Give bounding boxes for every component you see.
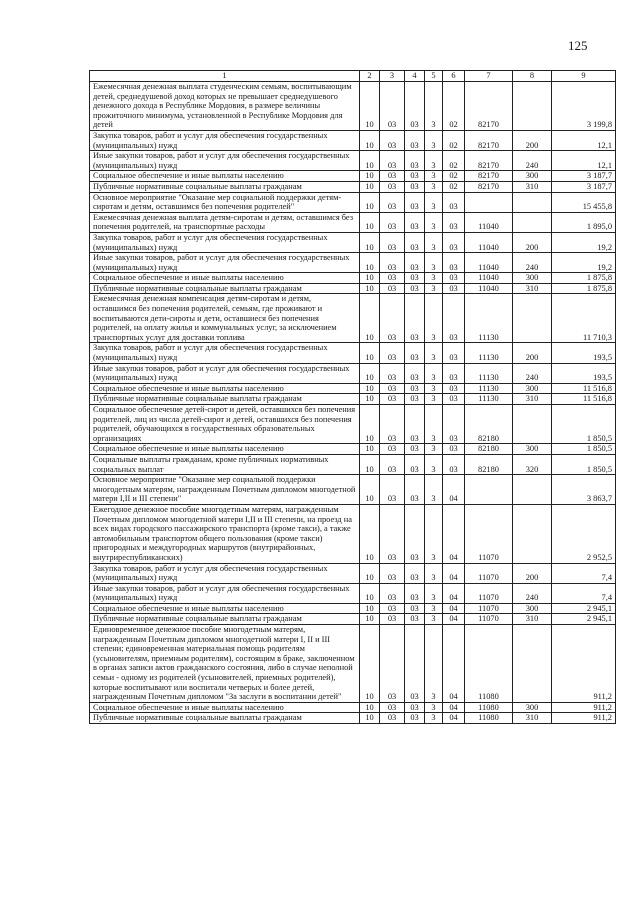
table-row — [90, 713, 616, 724]
column-header: 8 — [513, 71, 552, 82]
code-cell: 3 — [425, 713, 443, 724]
code-cell: 10 — [360, 713, 380, 724]
code-cell: 82170 — [465, 151, 513, 171]
expense-type-cell: 320 — [513, 454, 552, 474]
code-cell: 3 — [425, 394, 443, 405]
row-name-cell: Социальное обеспечение и иные выплаты населению — [90, 383, 360, 394]
row-name-cell: Ежемесячная денежная выплата студенческим семьям, воспитывающим детей, среднедушевой доход которых не превышает среднедушевого денежного дохода в Республике Мордовия, в размере величины прожиточного минимума, установленной в Республике Мордовия для детей — [90, 82, 360, 131]
code-cell: 03 — [380, 82, 405, 131]
table-row — [90, 383, 616, 394]
code-cell: 03 — [380, 614, 405, 625]
code-cell: 10 — [360, 475, 380, 505]
code-cell: 03 — [443, 343, 465, 363]
code-cell: 11080 — [465, 713, 513, 724]
code-cell: 10 — [360, 273, 380, 284]
code-cell: 03 — [405, 283, 425, 294]
expense-type-cell: 300 — [513, 702, 552, 713]
code-cell: 03 — [405, 504, 425, 563]
table-row — [90, 171, 616, 182]
code-cell: 3 — [425, 383, 443, 394]
row-name-cell: Публичные нормативные социальные выплаты гражданам — [90, 614, 360, 625]
code-cell: 03 — [380, 363, 405, 383]
code-cell: 10 — [360, 394, 380, 405]
code-cell: 11130 — [465, 363, 513, 383]
code-cell: 03 — [443, 363, 465, 383]
code-cell: 03 — [405, 294, 425, 343]
code-cell: 03 — [405, 383, 425, 394]
expense-type-cell — [513, 504, 552, 563]
table-row — [90, 253, 616, 273]
row-name-cell: Закупка товаров, работ и услуг для обеспечения государственных (муниципальных) нужд — [90, 343, 360, 363]
code-cell: 10 — [360, 504, 380, 563]
code-cell: 10 — [360, 151, 380, 171]
code-cell: 03 — [405, 343, 425, 363]
table-row — [90, 614, 616, 625]
code-cell: 02 — [443, 82, 465, 131]
amount-cell: 1 850,5 — [552, 405, 616, 444]
code-cell: 03 — [405, 130, 425, 150]
row-name-cell: Ежемесячная денежная компенсация детям-сиротам и детям, оставшимся без попечения родителей, семьям, где проживают и воспитываются дети-сироты и дети, оставшиеся без попечения родителей, на оплату жилья и коммунальных услуг, за исключением транспортных услуг для доставки топлива — [90, 294, 360, 343]
expense-type-cell: 310 — [513, 713, 552, 724]
expense-type-cell: 240 — [513, 363, 552, 383]
code-cell: 3 — [425, 363, 443, 383]
row-name-cell: Социальное обеспечение и иные выплаты населению — [90, 444, 360, 455]
column-header: 5 — [425, 71, 443, 82]
code-cell: 03 — [380, 603, 405, 614]
row-name-cell: Социальные выплаты гражданам, кроме публичных нормативных социальных выплат — [90, 454, 360, 474]
amount-cell: 1 875,8 — [552, 283, 616, 294]
code-cell: 03 — [380, 151, 405, 171]
expense-type-cell — [513, 405, 552, 444]
code-cell: 3 — [425, 294, 443, 343]
code-cell: 03 — [380, 504, 405, 563]
code-cell: 03 — [405, 394, 425, 405]
expense-type-cell — [513, 82, 552, 131]
amount-cell: 193,5 — [552, 363, 616, 383]
code-cell: 03 — [380, 475, 405, 505]
code-cell: 03 — [405, 253, 425, 273]
row-name-cell: Основное мероприятие "Оказание мер социальной поддержки многодетным матерям, награжденным Почетным дипломом многодетной матери I,II и III степени" — [90, 475, 360, 505]
code-cell: 03 — [443, 273, 465, 284]
code-cell: 10 — [360, 181, 380, 192]
code-cell: 02 — [443, 181, 465, 192]
code-cell: 03 — [405, 151, 425, 171]
code-cell: 03 — [380, 212, 405, 232]
code-cell: 03 — [443, 212, 465, 232]
code-cell: 03 — [443, 283, 465, 294]
code-cell: 3 — [425, 614, 443, 625]
table-row — [90, 151, 616, 171]
code-cell: 03 — [443, 394, 465, 405]
expense-type-cell: 310 — [513, 283, 552, 294]
code-cell: 3 — [425, 625, 443, 703]
amount-cell: 3 199,8 — [552, 82, 616, 131]
code-cell: 10 — [360, 283, 380, 294]
code-cell: 11080 — [465, 625, 513, 703]
code-cell: 3 — [425, 181, 443, 192]
code-cell: 82180 — [465, 405, 513, 444]
row-name-cell: Публичные нормативные социальные выплаты гражданам — [90, 283, 360, 294]
code-cell: 03 — [443, 192, 465, 212]
code-cell: 04 — [443, 713, 465, 724]
amount-cell: 12,1 — [552, 130, 616, 150]
code-cell: 03 — [405, 192, 425, 212]
code-cell: 03 — [380, 171, 405, 182]
table-row — [90, 444, 616, 455]
code-cell — [465, 475, 513, 505]
table-row — [90, 583, 616, 603]
code-cell: 02 — [443, 130, 465, 150]
row-name-cell: Иные закупки товаров, работ и услуг для обеспечения государственных (муниципальных) нужд — [90, 583, 360, 603]
expense-type-cell: 310 — [513, 181, 552, 192]
column-header: 2 — [360, 71, 380, 82]
code-cell: 03 — [380, 192, 405, 212]
code-cell: 03 — [380, 454, 405, 474]
table-header-row — [90, 71, 616, 82]
code-cell: 03 — [380, 563, 405, 583]
code-cell: 03 — [380, 583, 405, 603]
code-cell: 03 — [380, 283, 405, 294]
code-cell: 04 — [443, 563, 465, 583]
amount-cell: 911,2 — [552, 702, 616, 713]
code-cell: 03 — [380, 394, 405, 405]
page-number: 125 — [568, 38, 588, 53]
table-row — [90, 504, 616, 563]
row-name-cell: Социальное обеспечение и иные выплаты населению — [90, 603, 360, 614]
row-name-cell: Социальное обеспечение и иные выплаты населению — [90, 702, 360, 713]
code-cell: 03 — [380, 253, 405, 273]
row-name-cell: Закупка товаров, работ и услуг для обеспечения государственных (муниципальных) нужд — [90, 232, 360, 252]
table-row — [90, 232, 616, 252]
code-cell: 03 — [380, 383, 405, 394]
code-cell: 11130 — [465, 394, 513, 405]
code-cell: 04 — [443, 625, 465, 703]
expense-type-cell — [513, 294, 552, 343]
code-cell: 11070 — [465, 603, 513, 614]
amount-cell: 7,4 — [552, 583, 616, 603]
code-cell: 10 — [360, 130, 380, 150]
expense-type-cell: 300 — [513, 444, 552, 455]
code-cell: 03 — [380, 405, 405, 444]
column-header: 3 — [380, 71, 405, 82]
expense-type-cell — [513, 625, 552, 703]
budget-table — [89, 70, 616, 724]
code-cell: 82170 — [465, 181, 513, 192]
code-cell: 11040 — [465, 212, 513, 232]
code-cell: 3 — [425, 151, 443, 171]
row-name-cell: Публичные нормативные социальные выплаты гражданам — [90, 394, 360, 405]
code-cell: 03 — [443, 454, 465, 474]
code-cell: 03 — [380, 181, 405, 192]
code-cell: 11130 — [465, 383, 513, 394]
row-name-cell: Социальное обеспечение и иные выплаты населению — [90, 273, 360, 284]
code-cell: 3 — [425, 405, 443, 444]
code-cell: 03 — [405, 614, 425, 625]
table-row — [90, 130, 616, 150]
code-cell: 11070 — [465, 563, 513, 583]
code-cell: 03 — [380, 294, 405, 343]
code-cell: 11070 — [465, 583, 513, 603]
row-name-cell: Социальное обеспечение и иные выплаты населению — [90, 171, 360, 182]
amount-cell: 12,1 — [552, 151, 616, 171]
code-cell: 11080 — [465, 702, 513, 713]
code-cell: 10 — [360, 232, 380, 252]
table-row — [90, 603, 616, 614]
code-cell: 03 — [443, 232, 465, 252]
code-cell: 03 — [443, 405, 465, 444]
code-cell: 3 — [425, 454, 443, 474]
code-cell: 10 — [360, 212, 380, 232]
code-cell: 03 — [405, 273, 425, 284]
code-cell: 10 — [360, 625, 380, 703]
row-name-cell: Закупка товаров, работ и услуг для обеспечения государственных (муниципальных) нужд — [90, 130, 360, 150]
code-cell: 10 — [360, 583, 380, 603]
expense-type-cell: 310 — [513, 394, 552, 405]
code-cell: 02 — [443, 151, 465, 171]
amount-cell: 2 945,1 — [552, 614, 616, 625]
amount-cell: 19,2 — [552, 253, 616, 273]
row-name-cell: Иные закупки товаров, работ и услуг для обеспечения государственных (муниципальных) нужд — [90, 363, 360, 383]
amount-cell: 1 850,5 — [552, 444, 616, 455]
code-cell: 11070 — [465, 504, 513, 563]
code-cell: 11040 — [465, 232, 513, 252]
amount-cell: 11 710,3 — [552, 294, 616, 343]
code-cell: 10 — [360, 702, 380, 713]
code-cell: 3 — [425, 603, 443, 614]
code-cell: 3 — [425, 563, 443, 583]
amount-cell: 911,2 — [552, 713, 616, 724]
code-cell: 03 — [380, 702, 405, 713]
expense-type-cell: 240 — [513, 151, 552, 171]
code-cell: 3 — [425, 82, 443, 131]
code-cell: 04 — [443, 702, 465, 713]
code-cell — [465, 192, 513, 212]
expense-type-cell: 200 — [513, 130, 552, 150]
amount-cell: 3 187,7 — [552, 171, 616, 182]
expense-type-cell: 300 — [513, 171, 552, 182]
row-name-cell: Публичные нормативные социальные выплаты гражданам — [90, 713, 360, 724]
code-cell: 10 — [360, 192, 380, 212]
amount-cell: 15 455,8 — [552, 192, 616, 212]
amount-cell: 3 863,7 — [552, 475, 616, 505]
amount-cell: 1 895,0 — [552, 212, 616, 232]
expense-type-cell: 200 — [513, 343, 552, 363]
code-cell: 10 — [360, 614, 380, 625]
expense-type-cell — [513, 475, 552, 505]
code-cell: 03 — [443, 294, 465, 343]
expense-type-cell: 300 — [513, 603, 552, 614]
expense-type-cell: 310 — [513, 614, 552, 625]
table-row — [90, 82, 616, 131]
expense-type-cell: 300 — [513, 273, 552, 284]
code-cell: 10 — [360, 294, 380, 343]
code-cell: 03 — [405, 583, 425, 603]
code-cell: 03 — [380, 713, 405, 724]
table-row — [90, 563, 616, 583]
row-name-cell: Иные закупки товаров, работ и услуг для обеспечения государственных (муниципальных) нужд — [90, 253, 360, 273]
code-cell: 03 — [405, 363, 425, 383]
expense-type-cell — [513, 212, 552, 232]
table-row — [90, 454, 616, 474]
code-cell: 10 — [360, 383, 380, 394]
code-cell: 3 — [425, 583, 443, 603]
code-cell: 11070 — [465, 614, 513, 625]
expense-type-cell: 200 — [513, 232, 552, 252]
code-cell: 10 — [360, 454, 380, 474]
amount-cell: 2 945,1 — [552, 603, 616, 614]
code-cell: 10 — [360, 253, 380, 273]
code-cell: 10 — [360, 363, 380, 383]
code-cell: 03 — [405, 171, 425, 182]
code-cell: 03 — [380, 625, 405, 703]
code-cell: 03 — [405, 212, 425, 232]
column-header: 4 — [405, 71, 425, 82]
code-cell: 10 — [360, 444, 380, 455]
table-row — [90, 625, 616, 703]
code-cell: 3 — [425, 130, 443, 150]
code-cell: 10 — [360, 563, 380, 583]
code-cell: 03 — [443, 444, 465, 455]
code-cell: 03 — [405, 475, 425, 505]
code-cell: 03 — [380, 343, 405, 363]
code-cell: 11040 — [465, 283, 513, 294]
code-cell: 04 — [443, 583, 465, 603]
code-cell: 11040 — [465, 253, 513, 273]
code-cell: 04 — [443, 603, 465, 614]
amount-cell: 19,2 — [552, 232, 616, 252]
code-cell: 11040 — [465, 273, 513, 284]
code-cell: 03 — [380, 273, 405, 284]
code-cell: 3 — [425, 273, 443, 284]
table-row — [90, 343, 616, 363]
row-name-cell: Единовременное денежное пособие многодетным матерям, награжденным Почетным дипломом многодетной матери I, II и III степени; единовременная материальная помощь родителям (усыновителям, приемным родителям), состоящим в браке, заключенном в органах записи актов гражданского состояния, либо в случае неполной семьи - одному из родителей (усыновителей, приемных родителей), которые воспитывают или воспитали четверых и более детей, награжденным Почетным дипломом "За заслуги в воспитании детей" — [90, 625, 360, 703]
table-row — [90, 702, 616, 713]
code-cell: 82170 — [465, 130, 513, 150]
code-cell: 3 — [425, 283, 443, 294]
code-cell: 03 — [380, 130, 405, 150]
amount-cell: 1 875,8 — [552, 273, 616, 284]
row-name-cell: Публичные нормативные социальные выплаты гражданам — [90, 181, 360, 192]
code-cell: 11130 — [465, 294, 513, 343]
column-header: 1 — [90, 71, 360, 82]
table-row — [90, 475, 616, 505]
column-header: 7 — [465, 71, 513, 82]
table-row — [90, 363, 616, 383]
amount-cell: 1 850,5 — [552, 454, 616, 474]
amount-cell: 3 187,7 — [552, 181, 616, 192]
table-row — [90, 192, 616, 212]
code-cell: 03 — [443, 383, 465, 394]
code-cell: 10 — [360, 343, 380, 363]
code-cell: 3 — [425, 504, 443, 563]
expense-type-cell: 240 — [513, 583, 552, 603]
expense-type-cell: 240 — [513, 253, 552, 273]
code-cell: 04 — [443, 614, 465, 625]
code-cell: 3 — [425, 232, 443, 252]
column-header: 6 — [443, 71, 465, 82]
code-cell: 10 — [360, 171, 380, 182]
code-cell: 03 — [405, 444, 425, 455]
code-cell: 03 — [405, 181, 425, 192]
expense-type-cell: 200 — [513, 563, 552, 583]
code-cell: 03 — [405, 405, 425, 444]
code-cell: 3 — [425, 171, 443, 182]
code-cell: 03 — [405, 232, 425, 252]
amount-cell: 11 516,8 — [552, 394, 616, 405]
row-name-cell: Ежемесячная денежная выплата детям-сиротам и детям, оставшимся без попечения родителей, на транспортные расходы — [90, 212, 360, 232]
column-header: 9 — [552, 71, 616, 82]
row-name-cell: Закупка товаров, работ и услуг для обеспечения государственных (муниципальных) нужд — [90, 563, 360, 583]
code-cell: 11130 — [465, 343, 513, 363]
code-cell: 03 — [405, 82, 425, 131]
code-cell: 3 — [425, 475, 443, 505]
code-cell: 82170 — [465, 171, 513, 182]
code-cell: 3 — [425, 444, 443, 455]
code-cell: 82180 — [465, 444, 513, 455]
code-cell: 03 — [405, 454, 425, 474]
code-cell: 04 — [443, 475, 465, 505]
table-row — [90, 283, 616, 294]
amount-cell: 193,5 — [552, 343, 616, 363]
table-row — [90, 294, 616, 343]
amount-cell: 11 516,8 — [552, 383, 616, 394]
code-cell: 03 — [405, 713, 425, 724]
code-cell: 82170 — [465, 82, 513, 131]
amount-cell: 7,4 — [552, 563, 616, 583]
code-cell: 03 — [405, 603, 425, 614]
table-row — [90, 181, 616, 192]
code-cell: 03 — [380, 444, 405, 455]
code-cell: 3 — [425, 343, 443, 363]
code-cell: 10 — [360, 603, 380, 614]
code-cell: 3 — [425, 212, 443, 232]
table-row — [90, 212, 616, 232]
code-cell: 03 — [443, 253, 465, 273]
table-row — [90, 405, 616, 444]
code-cell: 03 — [405, 563, 425, 583]
code-cell: 82180 — [465, 454, 513, 474]
code-cell: 02 — [443, 171, 465, 182]
expense-type-cell — [513, 192, 552, 212]
row-name-cell: Основное мероприятие "Оказание мер социальной поддержки детям-сиротам и детям, оставшимся без попечения родителей" — [90, 192, 360, 212]
row-name-cell: Иные закупки товаров, работ и услуг для обеспечения государственных (муниципальных) нужд — [90, 151, 360, 171]
code-cell: 10 — [360, 82, 380, 131]
code-cell: 03 — [405, 702, 425, 713]
code-cell: 3 — [425, 253, 443, 273]
table-row — [90, 273, 616, 284]
code-cell: 3 — [425, 192, 443, 212]
code-cell: 04 — [443, 504, 465, 563]
table-row — [90, 394, 616, 405]
amount-cell: 911,2 — [552, 625, 616, 703]
expense-type-cell: 300 — [513, 383, 552, 394]
code-cell: 03 — [405, 625, 425, 703]
code-cell: 3 — [425, 702, 443, 713]
row-name-cell: Социальное обеспечение детей-сирот и детей, оставшихся без попечения родителей, лиц из числа детей-сирот и детей, оставшихся без попечения родителей, обучающихся в государственных образовательных организациях — [90, 405, 360, 444]
code-cell: 10 — [360, 405, 380, 444]
amount-cell: 2 952,5 — [552, 504, 616, 563]
row-name-cell: Ежегодное денежное пособие многодетным матерям, награжденным Почетным дипломом многодетной матери I,II и III степени, на проезд на всех видах городского пассажирского транспорта (кроме такси), а также автомобильным транспортом общего пользования (кроме такси) пригородных и междугородных маршрутов (внутрирайонных, внутриреспубликанских) — [90, 504, 360, 563]
code-cell: 03 — [380, 232, 405, 252]
